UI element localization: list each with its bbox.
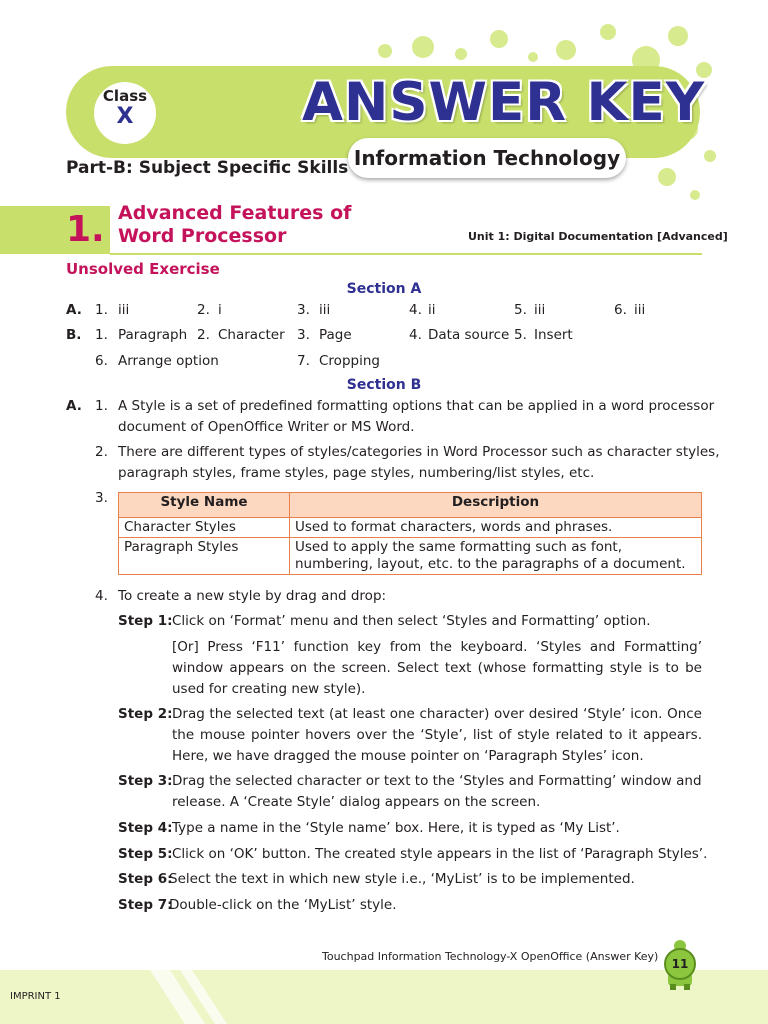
decorative-dot [528, 52, 538, 62]
decorative-dot [690, 190, 700, 200]
step-text: Drag the selected text (at least one character) over desired ‘Style’ icon. Once the mouse pointer hovers over the ‘Style’, list of style related to it appears. Here, we have dragged the mouse pointer on ‘Paragraph Styles’ icon. [172, 706, 702, 764]
decorative-dot [455, 48, 467, 60]
part-heading: Part-B: Subject Specific Skills [66, 158, 349, 178]
answer-line: document of OpenOffice Writer or MS Word. [118, 419, 415, 435]
style-table [118, 492, 702, 575]
step-label: Step 4: [118, 820, 173, 836]
answer-line: paragraph styles, frame styles, page styles, numbering/list styles, etc. [118, 465, 595, 481]
chapter-title-line1: Advanced Features of [118, 202, 352, 224]
section-b-heading: Section B [346, 377, 422, 393]
row-a-label: A. [66, 302, 82, 318]
footer-text: Touchpad Information Technology-X OpenOffice (Answer Key) [322, 950, 659, 963]
step-text: [Or] Press ‘F11’ function key from the keyboard. ‘Styles and Formatting’ window appears on the screen. Select text (whose formatting style is to be used for creating new style). [172, 639, 702, 697]
class-label: Class [102, 87, 148, 105]
answer-num: 3. [297, 302, 310, 318]
answer-line: To create a new style by drag and drop: [118, 588, 387, 604]
step-label: Step 6: [118, 871, 173, 887]
answer-value: iii [118, 302, 130, 318]
page-title: ANSWER KEY [302, 72, 706, 133]
table-cell: Used to apply the same formatting such as font, numbering, layout, etc. to the paragraphs of a document. [290, 538, 702, 575]
table-header-row [119, 493, 702, 518]
answer-value: Paragraph [118, 327, 188, 343]
step-label: Step 7: [118, 897, 173, 913]
chapter-title [118, 202, 351, 248]
answer-value: iii [319, 302, 331, 318]
step-text: Double-click on the ‘MyList’ style. [169, 897, 397, 913]
row-b-label: B. [66, 327, 82, 343]
question-number: 3. [95, 490, 108, 506]
page-number: 11 [664, 948, 696, 980]
answer-num: 2. [197, 302, 210, 318]
answer-line: There are different types of styles/categories in Word Processor such as character styles, [118, 444, 720, 460]
decorative-dot [704, 150, 716, 162]
section-a-heading: Section A [346, 281, 422, 297]
answer-value: Page [319, 327, 352, 343]
class-value: X [116, 104, 134, 129]
question-number: 4. [95, 588, 108, 604]
table-row [119, 518, 702, 538]
column-header: Style Name [119, 493, 290, 518]
column-header: Description [290, 493, 702, 518]
decorative-dot [378, 44, 392, 58]
question-number: 2. [95, 444, 108, 460]
decorative-dot [412, 36, 434, 58]
table-cell: Paragraph Styles [119, 538, 290, 575]
step-text: Click on ‘Format’ menu and then select ‘Styles and Formatting’ option. [172, 613, 651, 629]
answer-value: Arrange option [118, 353, 219, 369]
decorative-dot [658, 168, 676, 186]
chapter-title-line2: Word Processor [118, 225, 287, 247]
step-text: Select the text in which new style i.e., ‘MyList’ is to be implemented. [169, 871, 635, 887]
answer-value: iii [534, 302, 546, 318]
imprint-label: IMPRINT 1 [10, 991, 61, 1002]
step-label: Step 1: [118, 613, 173, 629]
answer-value: i [218, 302, 222, 318]
answer-num: 5. [514, 302, 527, 318]
answer-num: 2. [197, 327, 210, 343]
answer-line: A Style is a set of predefined formatting options that can be applied in a word processor [118, 398, 715, 414]
step-text: Click on ‘OK’ button. The created style appears in the list of ‘Paragraph Styles’. [172, 846, 708, 862]
answer-num: 4. [409, 327, 422, 343]
step-label: Step 3: [118, 773, 173, 789]
answer-value: Insert [534, 327, 573, 343]
table-row [119, 538, 702, 575]
answer-value: Data source [428, 327, 510, 343]
answer-value: iii [634, 302, 646, 318]
chapter-number: 1. [66, 209, 105, 250]
divider [110, 253, 702, 255]
answer-num: 1. [95, 327, 108, 343]
section-b-label: A. [66, 398, 82, 414]
decorative-dot [600, 24, 616, 40]
table-cell: Used to format characters, words and phrases. [290, 518, 702, 538]
exercise-title: Unsolved Exercise [66, 260, 220, 278]
decorative-dot [556, 40, 576, 60]
step-text: Drag the selected character or text to the ‘Styles and Formatting’ window and release. A ‘Create Style’ dialog appears on the screen. [172, 773, 702, 810]
decorative-dot [490, 30, 508, 48]
answer-num: 5. [514, 327, 527, 343]
answer-value: Character [218, 327, 285, 343]
answer-num: 6. [614, 302, 627, 318]
table-cell: Character Styles [119, 518, 290, 538]
step-label: Step 5: [118, 846, 173, 862]
step-text: Type a name in the ‘Style name’ box. Here, it is typed as ‘My List’. [172, 820, 620, 836]
answer-num: 4. [409, 302, 422, 318]
answer-num: 7. [297, 353, 310, 369]
step-label: Step 2: [118, 706, 173, 722]
answer-num: 1. [95, 302, 108, 318]
unit-label: Unit 1: Digital Documentation [Advanced] [468, 230, 728, 243]
question-number: 1. [95, 398, 108, 414]
answer-num: 3. [297, 327, 310, 343]
class-badge [94, 82, 156, 144]
subject-label: Information Technology [348, 138, 626, 178]
answer-value: Cropping [319, 353, 380, 369]
answer-num: 6. [95, 353, 108, 369]
answer-value: ii [428, 302, 436, 318]
decorative-dot [668, 26, 688, 46]
